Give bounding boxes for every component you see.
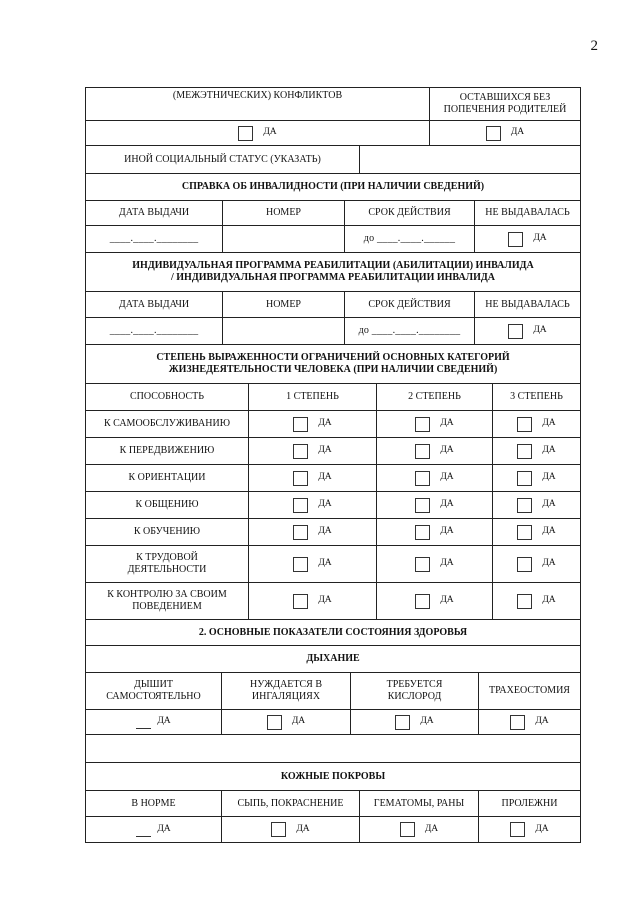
yes-label: ДА xyxy=(318,499,332,510)
lim-col-degree-2: 2 СТЕПЕНЬ xyxy=(376,384,492,410)
other-status-input[interactable] xyxy=(359,146,580,173)
breathing-oxygen-checkbox[interactable] xyxy=(395,715,410,730)
yes-label: ДА xyxy=(542,499,556,510)
lim-col-degree-1: 1 СТЕПЕНЬ xyxy=(248,384,376,410)
lim-learning-d2-checkbox[interactable] xyxy=(415,525,430,540)
health-title-cell xyxy=(86,620,580,645)
status-orphans-cell xyxy=(429,88,580,120)
lim-row-communication xyxy=(86,491,580,518)
yes-label: ДА xyxy=(157,716,171,727)
status-conflicts-label: (МЕЖЭТНИЧЕСКИХ) КОНФЛИКТОВ xyxy=(172,90,343,101)
breathing-col-oxygen: ТРЕБУЕТСЯ КИСЛОРОД xyxy=(350,673,478,709)
yes-label: ДА xyxy=(291,716,306,727)
disability-cert-title: СПРАВКА ОБ ИНВАЛИДНОСТИ (ПРИ НАЛИЧИИ СВЕДЕНИЙ) xyxy=(181,181,485,192)
yes-label: ДА xyxy=(440,445,454,456)
skin-title-cell xyxy=(86,763,580,790)
cert-term-field[interactable] xyxy=(344,226,474,252)
disability-cert-title-cell xyxy=(86,174,580,200)
status-orphans-option xyxy=(429,121,580,145)
yes-label: ДА xyxy=(510,127,525,138)
lim-behavior-d2-checkbox[interactable] xyxy=(415,594,430,609)
lim-communication-d1-checkbox[interactable] xyxy=(293,498,308,513)
breathing-independent-checkbox[interactable] xyxy=(136,715,151,729)
lim-row-self-care xyxy=(86,410,580,437)
yes-label: ДА xyxy=(318,472,332,483)
breathing-title-cell xyxy=(86,646,580,672)
lim-row-label: К КОНТРОЛЮ ЗА СВОИМ ПОВЕДЕНИЕМ xyxy=(107,589,227,612)
lim-communication-d2-checkbox[interactable] xyxy=(415,498,430,513)
skin-bedsores-checkbox[interactable] xyxy=(510,822,525,837)
status-conflicts-cell xyxy=(86,88,429,120)
status-orphans-label: ОСТАВШИХСЯ БЕЗ ПОПЕЧЕНИЯ РОДИТЕЛЕЙ xyxy=(443,92,567,115)
cert-date-blank: ____.____.________ xyxy=(109,233,199,244)
health-title: 2. ОСНОВНЫЕ ПОКАЗАТЕЛИ СОСТОЯНИЯ ЗДОРОВЬЯ xyxy=(198,626,468,638)
breathing-col-tracheostomy: ТРАХЕОСТОМИЯ xyxy=(478,673,580,709)
lim-work-d1-checkbox[interactable] xyxy=(293,557,308,572)
breathing-notes-field[interactable] xyxy=(86,735,580,762)
yes-label: ДА xyxy=(440,418,454,429)
lim-work-d2-checkbox[interactable] xyxy=(415,557,430,572)
lim-orientation-d2-checkbox[interactable] xyxy=(415,471,430,486)
breathing-tracheostomy-checkbox[interactable] xyxy=(510,715,525,730)
yes-label: ДА xyxy=(440,499,454,510)
lim-work-d3-checkbox[interactable] xyxy=(517,557,532,572)
yes-label: ДА xyxy=(440,558,454,569)
skin-col-normal: В НОРМЕ xyxy=(131,797,176,809)
lim-col-ability: СПОСОБНОСТЬ xyxy=(130,391,204,402)
rehab-title-cell xyxy=(86,253,580,291)
cert-date-field[interactable] xyxy=(86,226,222,252)
skin-normal-checkbox[interactable] xyxy=(136,823,151,837)
orphans-yes-checkbox[interactable] xyxy=(486,126,501,141)
yes-label: ДА xyxy=(424,823,439,834)
yes-label: ДА xyxy=(318,418,332,429)
lim-col-degree-3: 3 СТЕПЕНЬ xyxy=(492,384,580,410)
lim-row-orientation xyxy=(86,464,580,491)
rehab-not-issued-option xyxy=(474,318,580,344)
cert-col-date: ДАТА ВЫДАЧИ xyxy=(118,207,190,218)
yes-label: ДА xyxy=(318,595,332,606)
cert-col-term: СРОК ДЕЙСТВИЯ xyxy=(344,201,474,225)
lim-row-behavior xyxy=(86,582,580,619)
lim-self-care-d2-checkbox[interactable] xyxy=(415,417,430,432)
yes-label: ДА xyxy=(542,526,556,537)
lim-behavior-d1-checkbox[interactable] xyxy=(293,594,308,609)
rehab-number-field[interactable] xyxy=(222,318,344,344)
rehab-term-field[interactable] xyxy=(344,318,474,344)
breathing-inhalation-checkbox[interactable] xyxy=(267,715,282,730)
lim-movement-d3-checkbox[interactable] xyxy=(517,444,532,459)
lim-movement-d1-checkbox[interactable] xyxy=(293,444,308,459)
yes-label: ДА xyxy=(440,595,454,606)
status-conflicts-option xyxy=(86,121,429,145)
yes-label: ДА xyxy=(542,445,556,456)
yes-label: ДА xyxy=(318,526,332,537)
other-status-label: ИНОЙ СОЦИАЛЬНЫЙ СТАТУС (УКАЗАТЬ) xyxy=(124,153,321,165)
lim-row-label: К САМООБСЛУЖИВАНИЮ xyxy=(103,418,231,429)
cert-term-blank: до ____.____.______ xyxy=(363,233,456,244)
skin-col-rash: СЫПЬ, ПОКРАСНЕНИЕ xyxy=(221,791,359,816)
lim-communication-d3-checkbox[interactable] xyxy=(517,498,532,513)
lim-row-label: К ОБЩЕНИЮ xyxy=(135,499,199,510)
lim-movement-d2-checkbox[interactable] xyxy=(415,444,430,459)
breathing-title: ДЫХАНИЕ xyxy=(306,653,360,664)
lim-behavior-d3-checkbox[interactable] xyxy=(517,594,532,609)
yes-label: ДА xyxy=(157,823,171,834)
conflicts-yes-checkbox[interactable] xyxy=(238,126,253,141)
yes-label: ДА xyxy=(318,445,332,456)
rehab-col-number: НОМЕР xyxy=(222,292,344,317)
rehab-date-blank: ____.____.________ xyxy=(109,325,199,336)
yes-label: ДА xyxy=(535,716,549,727)
skin-title: КОЖНЫЕ ПОКРОВЫ xyxy=(280,770,386,782)
other-status-label-cell xyxy=(86,146,359,173)
lim-row-movement xyxy=(86,437,580,464)
lim-orientation-d3-checkbox[interactable] xyxy=(517,471,532,486)
yes-label: ДА xyxy=(440,472,454,483)
yes-label: ДА xyxy=(542,418,556,429)
yes-label: ДА xyxy=(535,823,549,834)
limitations-title-line2: ЖИЗНЕДЕЯТЕЛЬНОСТИ ЧЕЛОВЕКА (ПРИ НАЛИЧИИ СВЕДЕНИЙ) xyxy=(168,364,498,375)
yes-label: ДА xyxy=(296,823,310,834)
cert-not-issued-checkbox[interactable] xyxy=(508,232,523,247)
skin-hematomas-checkbox[interactable] xyxy=(400,822,415,837)
page-number: 2 xyxy=(590,38,598,54)
rehab-col-term: СРОК ДЕЙСТВИЯ xyxy=(344,292,474,317)
yes-label: ДА xyxy=(440,526,454,537)
breathing-col-inhalation: НУЖДАЕТСЯ В ИНГАЛЯЦИЯХ xyxy=(221,673,350,709)
lim-row-work xyxy=(86,545,580,582)
rehab-col-date: ДАТА ВЫДАЧИ xyxy=(118,298,190,310)
cert-number-field[interactable] xyxy=(222,226,344,252)
lim-row-learning xyxy=(86,518,580,545)
yes-label: ДА xyxy=(263,127,277,138)
lim-row-label: К ПЕРЕДВИЖЕНИЮ xyxy=(119,445,215,456)
yes-label: ДА xyxy=(533,233,547,244)
cert-not-issued-option xyxy=(474,226,580,252)
yes-label: ДА xyxy=(318,558,332,569)
skin-col-hematomas: ГЕМАТОМЫ, РАНЫ xyxy=(359,791,478,816)
yes-label: ДА xyxy=(533,325,547,336)
lim-learning-d1-checkbox[interactable] xyxy=(293,525,308,540)
yes-label: ДА xyxy=(542,595,556,606)
breathing-col-independent: ДЫШИТ САМОСТОЯТЕЛЬНО xyxy=(106,679,201,702)
lim-self-care-d3-checkbox[interactable] xyxy=(517,417,532,432)
yes-label: ДА xyxy=(420,716,434,727)
lim-row-label: К ОБУЧЕНИЮ xyxy=(133,526,201,537)
lim-orientation-d1-checkbox[interactable] xyxy=(293,471,308,486)
skin-col-bedsores: ПРОЛЕЖНИ xyxy=(478,791,580,816)
cert-col-number: НОМЕР xyxy=(222,201,344,225)
skin-rash-checkbox[interactable] xyxy=(271,822,286,837)
rehab-date-field[interactable] xyxy=(86,318,222,344)
limitations-title-cell xyxy=(86,345,580,383)
rehab-term-blank: до ____.____.________ xyxy=(358,325,461,336)
yes-label: ДА xyxy=(542,472,556,483)
rehab-not-issued-checkbox[interactable] xyxy=(508,324,523,339)
yes-label: ДА xyxy=(542,558,556,569)
rehab-col-not-issued: НЕ ВЫДАВАЛАСЬ xyxy=(474,292,580,317)
form-table xyxy=(85,87,581,843)
cert-col-not-issued: НЕ ВЫДАВАЛАСЬ xyxy=(474,201,580,225)
lim-learning-d3-checkbox[interactable] xyxy=(517,525,532,540)
limitations-title-line1: СТЕПЕНЬ ВЫРАЖЕННОСТИ ОГРАНИЧЕНИЙ ОСНОВНЫХ КАТЕГОРИЙ xyxy=(156,352,510,363)
rehab-title-line1: ИНДИВИДУАЛЬНАЯ ПРОГРАММА РЕАБИЛИТАЦИИ (АБИЛИТАЦИИ) ИНВАЛИДА xyxy=(132,260,534,271)
lim-row-label: К ОРИЕНТАЦИИ xyxy=(128,472,206,483)
rehab-title-line2: / ИНДИВИДУАЛЬНАЯ ПРОГРАММА РЕАБИЛИТАЦИИ ИНВАЛИДА xyxy=(171,272,495,283)
lim-self-care-d1-checkbox[interactable] xyxy=(293,417,308,432)
lim-row-label: К ТРУДОВОЙ ДЕЯТЕЛЬНОСТИ xyxy=(127,552,207,575)
